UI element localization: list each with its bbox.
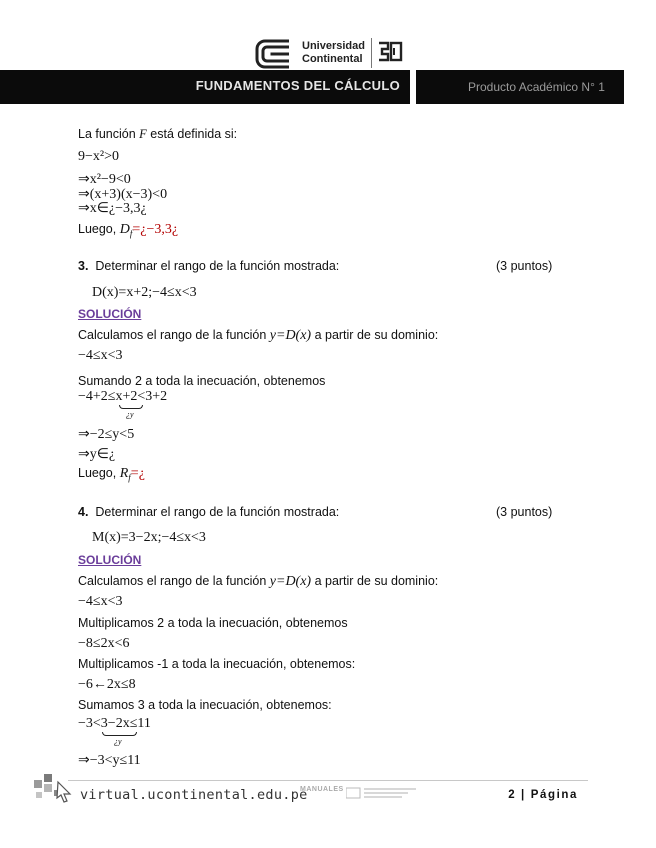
university-logo <box>255 38 405 70</box>
q3-conclusion: Luego, $R_f=¿$ <box>78 466 145 483</box>
product-label-bar <box>416 70 624 104</box>
page-indicator: 2 | Página <box>508 789 578 801</box>
footer-brand: MANUALES <box>300 786 344 793</box>
q4-points: (3 puntos) <box>496 505 553 519</box>
intro-conclusion: Luego, $D_f=¿-3,3¿$ <box>78 222 179 239</box>
intro-step-1: 9−x²>0 <box>78 149 119 164</box>
course-title: FUNDAMENTOS DEL CÁLCULO <box>195 78 400 93</box>
q3-solution-label: SOLUCIÓN <box>78 307 142 321</box>
q3-result-1: ⇒−2≤y<5 <box>78 427 135 442</box>
q4-domain: −4≤x<3 <box>78 594 123 609</box>
q4-sum3-math: −3<3−2x≤11 <box>78 716 151 731</box>
logo-divider <box>371 38 372 68</box>
q4-function: M(x)=3−2x;−4≤x<3 <box>92 530 206 545</box>
q3-brace-label: ¿y <box>126 410 134 419</box>
q3-function: D(x)=x+2;−4≤x<3 <box>92 285 197 300</box>
q4-calc-text: Calculamos el rango de la función y=D(x) a partir de su dominio: <box>78 574 439 589</box>
q4-multneg-text: Multiplicamos -1 a toda la inecuación, obtenemos: <box>78 657 356 671</box>
intro-step-4: ⇒x∈¿−3,3¿ <box>78 201 147 216</box>
intro-step-3: ⇒(x+3)(x−3)<0 <box>78 187 168 202</box>
q4-mult2-text: Multiplicamos 2 a toda la inecuación, obtenemos <box>78 616 348 630</box>
q4-solution-label: SOLUCIÓN <box>78 553 142 567</box>
q4-multneg-math: −6←2x≤8 <box>78 677 136 692</box>
q4-result: ⇒−3<y≤11 <box>78 753 141 768</box>
q3-underbrace <box>119 405 143 409</box>
q4-heading: 4. Determinar el rango de la función mostrada: <box>78 505 340 519</box>
continental-emblem-icon <box>255 38 299 70</box>
footer-brand-graphic-icon <box>346 786 426 802</box>
q3-result-2: ⇒y∈¿ <box>78 447 116 462</box>
q3-sum-text: Sumando 2 a toda la inecuación, obtenemos <box>78 374 326 388</box>
brand-line1: Universidad <box>302 40 365 52</box>
intro-step-2: ⇒x²−9<0 <box>78 172 131 187</box>
q3-domain: −4≤x<3 <box>78 348 123 363</box>
q4-mult2-math: −8≤2x<6 <box>78 636 130 651</box>
brand-line2: Continental <box>302 53 363 65</box>
q4-underbrace <box>102 732 137 736</box>
q3-points: (3 puntos) <box>496 259 553 273</box>
course-title-bar <box>0 70 410 104</box>
footer-divider <box>68 780 588 781</box>
twenty-years-seal-icon <box>377 40 403 64</box>
q3-heading: 3. Determinar el rango de la función mostrada: <box>78 259 340 273</box>
q3-sum-math: −4+2≤x+2<3+2 <box>78 389 168 404</box>
q4-sum3-text: Sumamos 3 a toda la inecuación, obtenemos: <box>78 698 332 712</box>
intro-label: La función F está definida si: <box>78 127 238 141</box>
product-label: Producto Académico N° 1 <box>468 80 605 94</box>
q4-brace-label: ¿y <box>114 737 122 746</box>
q3-calc-text: Calculamos el rango de la función y=D(x) a partir de su dominio: <box>78 328 439 343</box>
cursor-pixel-logo-icon <box>32 770 76 806</box>
footer-url-link[interactable]: virtual.ucontinental.edu.pe <box>80 787 308 803</box>
